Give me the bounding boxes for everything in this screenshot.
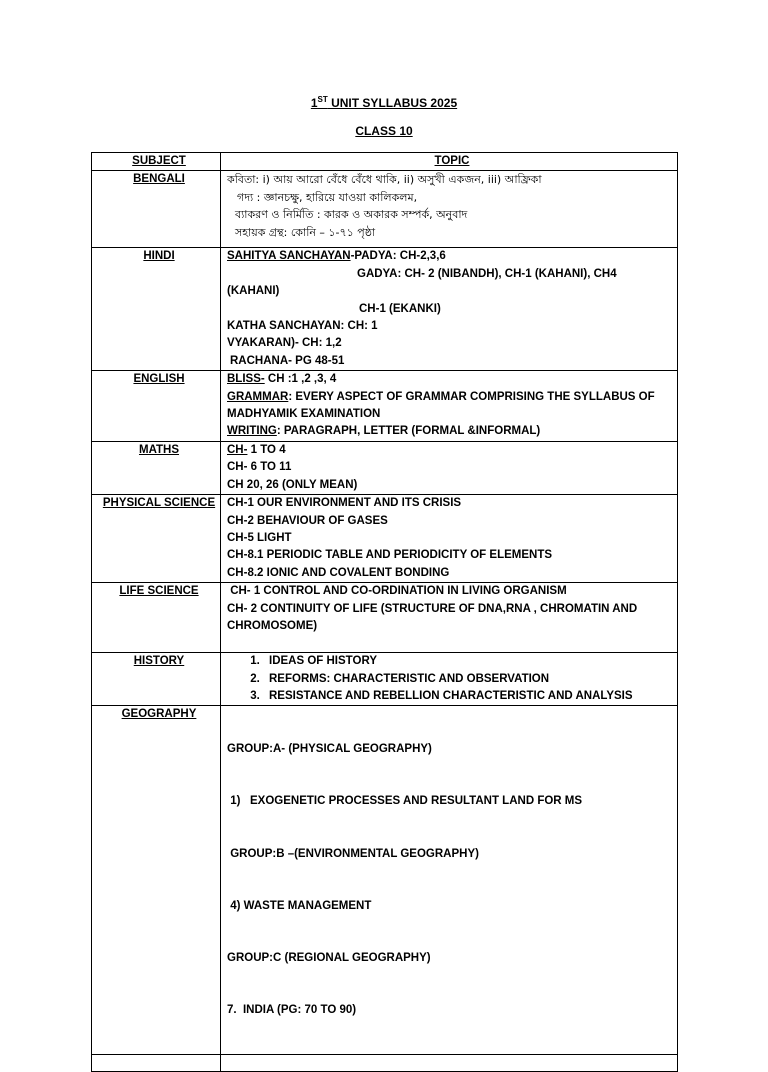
- topic-cell: [221, 495, 678, 583]
- table-row-bengali: [92, 171, 678, 248]
- topic-line: CH- 1 TO 4: [227, 443, 286, 456]
- topic-line: VYAKARAN)- CH: 1,2: [227, 337, 342, 350]
- topic-line: CH-5 LIGHT: [227, 531, 292, 544]
- subject-cell: GEOGRAPHY: [92, 706, 221, 1055]
- subject-cell: MATHS: [92, 441, 221, 494]
- topic-line: CH-1 OUR ENVIRONMENT AND ITS CRISIS: [227, 497, 462, 510]
- table-row-maths: [92, 441, 678, 494]
- topic-line: গদ্য : জ্ঞানচক্ষু, হারিয়ে যাওয়া কালিকলম,: [237, 190, 418, 204]
- subject-cell: BENGALI: [92, 171, 221, 248]
- history-list: [227, 653, 677, 705]
- table-row-physical-science: [92, 495, 678, 583]
- table-row-geography: [92, 706, 678, 1055]
- table-row-history: [92, 653, 678, 706]
- subject-cell: PHYSICAL SCIENCE: [92, 495, 221, 583]
- topic-cell: [221, 371, 678, 442]
- topic-cell: [221, 171, 678, 248]
- document-title: 1ST UNIT SYLLABUS 2025: [310, 95, 458, 110]
- subject-cell: HISTORY: [92, 653, 221, 706]
- topic-line: CH- 6 TO 11: [227, 461, 292, 474]
- table-row-english: [92, 371, 678, 442]
- topic-cell: [221, 653, 678, 706]
- table-row-empty: [92, 1055, 678, 1072]
- list-item: 3. RESISTANCE AND REBELLION CHARACTERISTIC AND ANALYSIS: [263, 688, 677, 705]
- topic-header: TOPIC: [221, 153, 678, 171]
- subject-cell: ENGLISH: [92, 371, 221, 442]
- subject-header: SUBJECT: [92, 153, 221, 171]
- topic-line: 7. INDIA (PG: 70 TO 90): [227, 1004, 357, 1017]
- topic-line: CH 20, 26 (ONLY MEAN): [227, 478, 358, 491]
- list-item: 2. REFORMS: CHARACTERISTIC AND OBSERVATION: [263, 671, 677, 688]
- table-header-row: [92, 153, 678, 171]
- syllabus-table: [91, 152, 678, 1072]
- topic-line: GROUP:C (REGIONAL GEOGRAPHY): [227, 952, 431, 965]
- topic-cell: [221, 583, 678, 653]
- topic-line: GROUP:A- (PHYSICAL GEOGRAPHY): [227, 743, 432, 756]
- list-item: 1. IDEAS OF HISTORY: [263, 653, 677, 670]
- subject-cell: [92, 1055, 221, 1072]
- topic-line: (KAHANI): [227, 285, 280, 298]
- topic-line: সহায়ক গ্রন্থ: কোনি – ১-৭১ পৃষ্ঠা: [235, 225, 376, 239]
- topic-line: SAHITYA SANCHAYAN-PADYA: CH-2,3,6: [227, 250, 446, 263]
- subject-cell: HINDI: [92, 248, 221, 371]
- topic-line: 4) WASTE MANAGEMENT: [227, 899, 372, 912]
- class-label: CLASS 10: [355, 124, 413, 138]
- topic-line: CH-1 (EKANKI): [359, 302, 441, 315]
- topic-line: CH-2 BEHAVIOUR OF GASES: [227, 514, 388, 527]
- subject-cell: LIFE SCIENCE: [92, 583, 221, 653]
- topic-line: GRAMMAR: EVERY ASPECT OF GRAMMAR COMPRISING THE SYLLABUS OF MADHYAMIK EXAMINATION: [227, 390, 655, 421]
- topic-line: CH-8.1 PERIODIC TABLE AND PERIODICITY OF ELEMENTS: [227, 549, 553, 562]
- topic-line: ব্যাকরণ ও নির্মিতি : কারক ও অকারক সম্পর্ক, অনুবাদ: [235, 208, 468, 222]
- topic-line: GROUP:B –(ENVIRONMENTAL GEOGRAPHY): [227, 847, 479, 860]
- topic-line: GADYA: CH- 2 (NIBANDH), CH-1 (KAHANI), CH4: [357, 267, 617, 280]
- topic-cell: [221, 706, 678, 1055]
- topic-line: RACHANA- PG 48-51: [230, 354, 345, 367]
- topic-line: কবিতা: i) আয় আরো বেঁধে বেঁধে থাকি, ii) অসুখী একজন, iii) আফ্রিকা: [227, 173, 542, 187]
- topic-line: WRITING: PARAGRAPH, LETTER (FORMAL &INFORMAL): [227, 425, 541, 438]
- topic-cell: [221, 248, 678, 371]
- topic-cell: [221, 441, 678, 494]
- topic-line: 1) EXOGENETIC PROCESSES AND RESULTANT LAND FOR MS: [227, 795, 583, 808]
- topic-line: BLISS- CH :1 ,2 ,3, 4: [227, 373, 337, 386]
- topic-line: CH- 2 CONTINUITY OF LIFE (STRUCTURE OF DNA,RNA , CHROMATIN AND CHROMOSOME): [227, 602, 638, 632]
- topic-line: CH-8.2 IONIC AND COVALENT BONDING: [227, 566, 450, 579]
- topic-cell: [221, 1055, 678, 1072]
- table-row-life-science: [92, 583, 678, 653]
- topic-line: KATHA SANCHAYAN: CH: 1: [227, 320, 378, 333]
- table-row-hindi: [92, 248, 678, 371]
- topic-line: CH- 1 CONTROL AND CO-ORDINATION IN LIVING ORGANISM: [227, 585, 567, 598]
